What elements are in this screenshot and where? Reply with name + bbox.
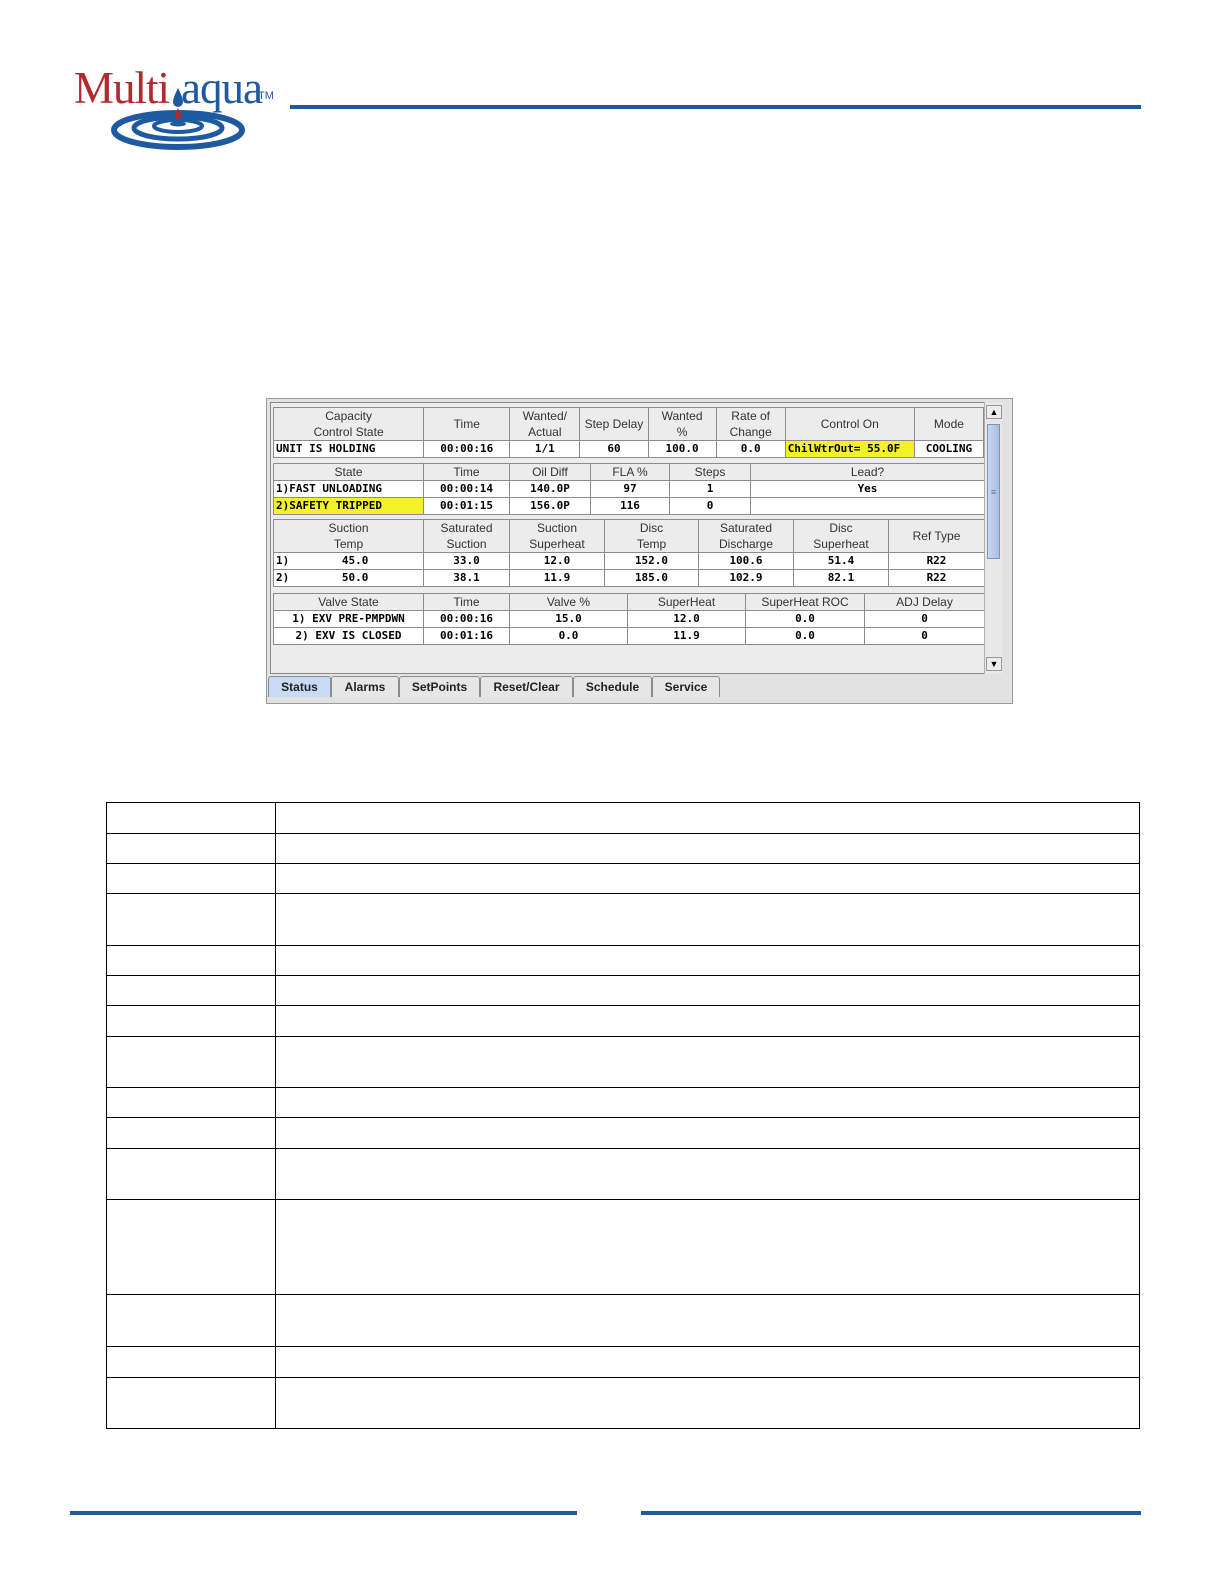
cell-valve-pct: 15.0 xyxy=(510,611,628,628)
cell-steps: 1 xyxy=(670,481,751,498)
col-state: State xyxy=(274,464,424,481)
circuit-row-1 xyxy=(274,553,985,570)
tab-setpoints[interactable]: SetPoints xyxy=(399,676,480,697)
compressor-table xyxy=(273,463,985,515)
cell-oil-diff: 156.0P xyxy=(510,498,591,515)
footer-rule-right xyxy=(641,1511,1141,1515)
cell-adj-delay: 0 xyxy=(865,611,985,628)
cell-wanted-pct: 100.0 xyxy=(648,441,716,458)
status-panel xyxy=(266,398,1013,704)
cell-suction-superheat: 12.0 xyxy=(510,553,605,570)
col-ref-type: Ref Type xyxy=(889,520,985,553)
col-disc-superheat: Disc Superheat xyxy=(794,520,889,553)
desc-row xyxy=(107,1200,1140,1295)
cell-step-delay: 60 xyxy=(580,441,648,458)
desc-row xyxy=(107,946,1140,976)
scroll-up-icon[interactable]: ▲ xyxy=(986,405,1002,419)
cell-mode: COOLING xyxy=(914,441,983,458)
cell-superheat: 12.0 xyxy=(628,611,746,628)
valve-table xyxy=(273,593,985,645)
col-superheat: SuperHeat xyxy=(628,594,746,611)
cell-ref-type: R22 xyxy=(889,553,985,570)
cell-superheat-roc: 0.0 xyxy=(746,611,865,628)
circuit-row-2 xyxy=(274,570,985,587)
cell-time: 00:01:15 xyxy=(424,498,510,515)
cell-wanted-actual: 1/1 xyxy=(510,441,580,458)
capacity-value-row xyxy=(274,441,984,458)
status-grid-area xyxy=(270,402,986,674)
desc-row xyxy=(107,1347,1140,1378)
desc-row xyxy=(107,976,1140,1006)
tab-service[interactable]: Service xyxy=(652,676,720,697)
cell-disc-superheat: 51.4 xyxy=(794,553,889,570)
header-rule xyxy=(290,105,1141,109)
compressor-row-2 xyxy=(274,498,985,515)
suction-temp-value: 50.0 xyxy=(341,571,369,584)
cell-valve-state: 2) EXV IS CLOSED xyxy=(274,628,424,645)
desc-row xyxy=(107,803,1140,834)
desc-row xyxy=(107,1037,1140,1088)
cell-ref-type: R22 xyxy=(889,570,985,587)
compressor-header-row xyxy=(274,464,985,481)
cell-valve-state: 1) EXV PRE-PMPDWN xyxy=(274,611,424,628)
compressor-row-1 xyxy=(274,481,985,498)
cell-saturated-discharge: 100.6 xyxy=(699,553,794,570)
valve-row-1 xyxy=(274,611,985,628)
desc-row xyxy=(107,1118,1140,1149)
col-suction-superheat: Suction Superheat xyxy=(510,520,605,553)
cell-disc-temp: 185.0 xyxy=(605,570,699,587)
desc-row xyxy=(107,894,1140,946)
col-time: Time xyxy=(424,464,510,481)
circuit-index: 1) xyxy=(276,554,290,567)
col-control-on: Control On xyxy=(785,408,914,441)
circuit-index: 2) xyxy=(276,571,290,584)
desc-row xyxy=(107,1378,1140,1429)
cell-disc-superheat: 82.1 xyxy=(794,570,889,587)
tab-status[interactable]: Status xyxy=(268,676,331,697)
cell-saturated-suction: 33.0 xyxy=(424,553,510,570)
scroll-thumb[interactable]: ≡ xyxy=(987,424,1000,559)
cell-time: 00:00:16 xyxy=(424,611,510,628)
cell-rate-of-change: 0.0 xyxy=(716,441,785,458)
col-suction-temp: Suction Temp xyxy=(274,520,424,553)
cell-time: 00:00:14 xyxy=(424,481,510,498)
desc-row xyxy=(107,1295,1140,1347)
valve-header-row xyxy=(274,594,985,611)
cell-saturated-suction: 38.1 xyxy=(424,570,510,587)
cell-adj-delay: 0 xyxy=(865,628,985,645)
cell-fla-pct: 97 xyxy=(591,481,670,498)
col-saturated-suction: Saturated Suction xyxy=(424,520,510,553)
cell-state: 1)FAST UNLOADING xyxy=(274,481,424,498)
brand-name: Multi aqua xyxy=(74,63,262,113)
tab-alarms[interactable]: Alarms xyxy=(331,676,399,697)
cell-time: 00:00:16 xyxy=(424,441,510,458)
desc-row xyxy=(107,1088,1140,1118)
valve-row-2 xyxy=(274,628,985,645)
col-wanted-actual: Wanted/ Actual xyxy=(510,408,580,441)
capacity-table xyxy=(273,407,984,458)
col-rate-of-change: Rate of Change xyxy=(716,408,785,441)
col-valve-state: Valve State xyxy=(274,594,424,611)
cell-control-state: UNIT IS HOLDING xyxy=(274,441,424,458)
cell-suction-temp xyxy=(274,570,424,587)
col-lead: Lead? xyxy=(751,464,985,481)
description-table xyxy=(106,802,1140,1429)
cell-control-on: ChilWtrOut= 55.0F xyxy=(785,441,914,458)
circuit-header-row xyxy=(274,520,985,553)
desc-row xyxy=(107,834,1140,864)
cell-suction-superheat: 11.9 xyxy=(510,570,605,587)
col-valve-pct: Valve % xyxy=(510,594,628,611)
cell-disc-temp: 152.0 xyxy=(605,553,699,570)
col-fla-pct: FLA % xyxy=(591,464,670,481)
vertical-scrollbar[interactable] xyxy=(984,402,1002,674)
col-disc-temp: Disc Temp xyxy=(605,520,699,553)
scroll-down-icon[interactable]: ▼ xyxy=(986,657,1002,671)
cell-saturated-discharge: 102.9 xyxy=(699,570,794,587)
cell-suction-temp xyxy=(274,553,424,570)
col-oil-diff: Oil Diff xyxy=(510,464,591,481)
col-capacity-control-state: Capacity Control State xyxy=(274,408,424,441)
tab-reset-clear[interactable]: Reset/Clear xyxy=(480,676,573,697)
capacity-header-row xyxy=(274,408,984,441)
col-time: Time xyxy=(424,408,510,441)
trademark-mark: TM xyxy=(258,90,274,102)
tab-schedule[interactable]: Schedule xyxy=(573,676,652,697)
desc-row xyxy=(107,1149,1140,1200)
col-mode: Mode xyxy=(914,408,983,441)
footer-rule-left xyxy=(70,1511,577,1515)
desc-row xyxy=(107,864,1140,894)
col-time: Time xyxy=(424,594,510,611)
cell-valve-pct: 0.0 xyxy=(510,628,628,645)
cell-steps: 0 xyxy=(670,498,751,515)
cell-oil-diff: 140.0P xyxy=(510,481,591,498)
cell-superheat: 11.9 xyxy=(628,628,746,645)
circuit-table xyxy=(273,519,985,587)
cell-time: 00:01:16 xyxy=(424,628,510,645)
suction-temp-value: 45.0 xyxy=(341,554,369,567)
cell-fla-pct: 116 xyxy=(591,498,670,515)
col-superheat-roc: SuperHeat ROC xyxy=(746,594,865,611)
col-adj-delay: ADJ Delay xyxy=(865,594,985,611)
cell-lead: Yes xyxy=(751,481,985,498)
col-steps: Steps xyxy=(670,464,751,481)
cell-state: 2)SAFETY TRIPPED xyxy=(274,498,424,515)
col-saturated-discharge: Saturated Discharge xyxy=(699,520,794,553)
desc-row xyxy=(107,1006,1140,1037)
col-step-delay: Step Delay xyxy=(580,408,648,441)
cell-superheat-roc: 0.0 xyxy=(746,628,865,645)
cell-lead xyxy=(751,498,985,515)
multiaqua-logo xyxy=(70,62,290,162)
col-wanted-pct: Wanted % xyxy=(648,408,716,441)
